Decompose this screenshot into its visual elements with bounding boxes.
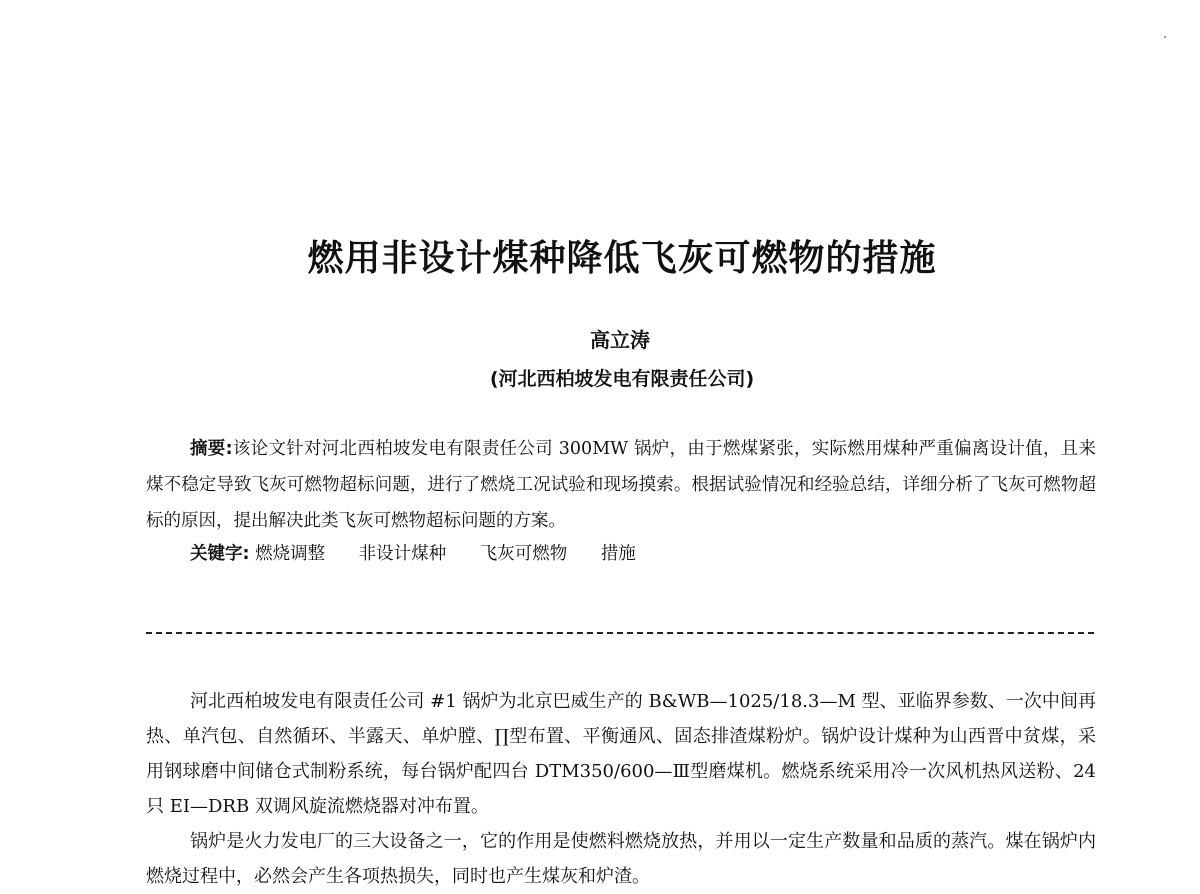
body-text bbox=[146, 684, 1096, 894]
paper-title: 燃用非设计煤种降低飞灰可燃物的措施 bbox=[307, 238, 937, 279]
keyword: 非设计煤种 bbox=[358, 544, 447, 564]
abstract-label: 摘要: bbox=[190, 439, 233, 459]
author-affiliation: (河北西柏坡发电有限责任公司) bbox=[489, 368, 755, 390]
keywords-label: 关键字: bbox=[190, 544, 250, 564]
keyword: 措施 bbox=[600, 544, 636, 564]
abstract bbox=[146, 431, 1096, 539]
section-divider bbox=[146, 632, 1094, 634]
scan-speck bbox=[1164, 36, 1166, 38]
keyword: 飞灰可燃物 bbox=[479, 544, 568, 564]
body-paragraph: 锅炉是火力发电厂的三大设备之一，它的作用是使燃料燃烧放热，并用以一定生产数量和品质的蒸汽。煤在锅炉内燃烧过程中，必然会产生各项热损失，同时也产生煤灰和炉渣。 bbox=[146, 831, 1096, 887]
body-paragraph: 河北西柏坡发电有限责任公司 #1 锅炉为北京巴威生产的 B&WB—1025/18.3—M 型、亚临界参数、一次中间再热、单汽包、自然循环、半露天、单炉膛、∏型布置、平衡通风、固态排渣煤粉炉。锅炉设计煤种为山西晋中贫煤，采用钢球磨中间储仓式制粉系统，每台锅炉配四台 DTM350/600—Ⅲ型磨煤机。燃烧系统采用冷一次风机热风送粉、24 只 EI—DRB 双调风旋流燃烧器对冲布置。 bbox=[146, 691, 1096, 817]
abstract-text: 该论文针对河北西柏坡发电有限责任公司 300MW 锅炉，由于燃煤紧张，实际燃用煤种严重偏离设计值，且来煤不稳定导致飞灰可燃物超标问题，进行了燃烧工况试验和现场摸索。根据试验情况和经验总结，详细分析了飞灰可燃物超标的原因，提出解决此类飞灰可燃物超标问题的方案。 bbox=[146, 439, 1097, 531]
keyword: 燃烧调整 bbox=[255, 544, 326, 564]
author-name: 高立涛 bbox=[590, 328, 650, 352]
keywords bbox=[190, 539, 664, 569]
